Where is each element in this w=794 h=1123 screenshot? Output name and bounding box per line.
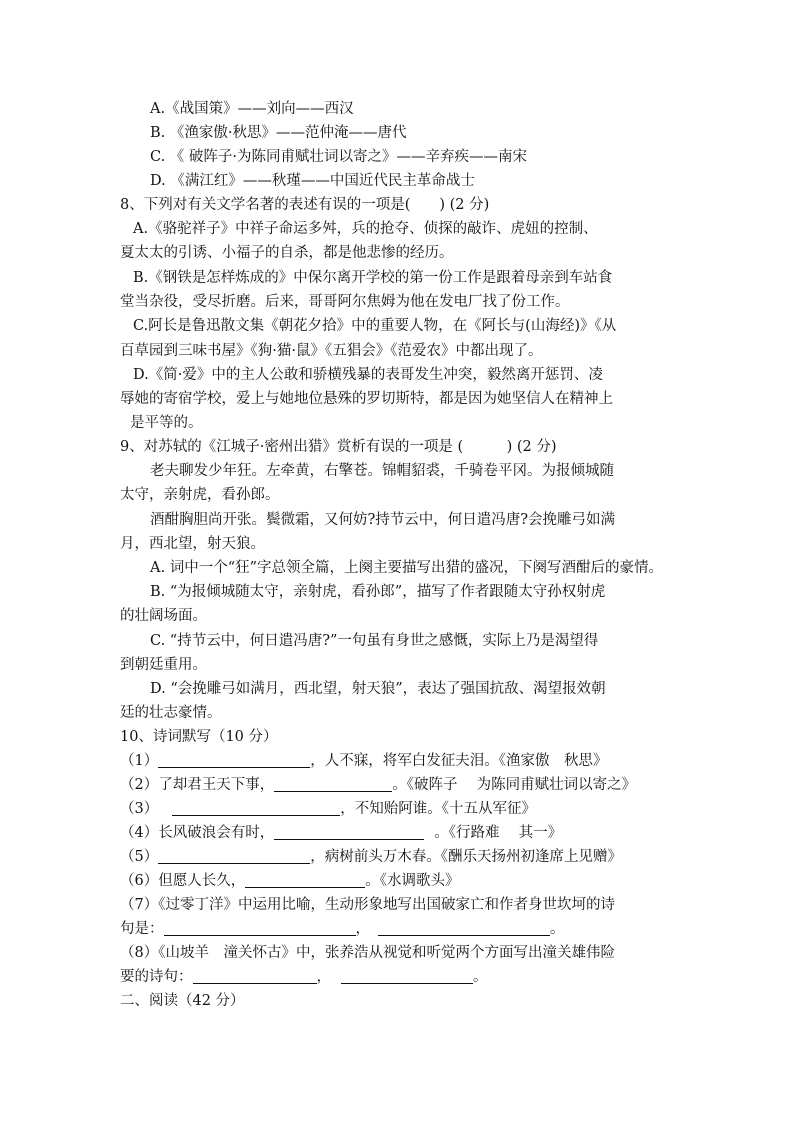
q10-item-3-number: （3） (120, 801, 159, 817)
q10-item-7-blank-1[interactable] (164, 921, 356, 936)
q8-option-d-line1: D.《简·爱》中的主人公敢和骄横残暴的表哥发生冲突，毅然离开惩罚、凌 (133, 367, 603, 383)
q8-option-c-line2: 百草园到三味书屋》《狗·猫·鼠》《五猖会》《范爱农》中都出现了。 (120, 343, 543, 359)
q10-item-4-pre: （4）长风破浪会有时， (120, 825, 275, 841)
q10-item-7-pre: 句是： (120, 921, 164, 937)
q8-option-a-line2: 夏太太的引诱、小福子的自杀，都是他悲惨的经历。 (120, 245, 454, 261)
q10-item-7-blank-2[interactable] (378, 921, 550, 936)
q10-item-6-pre: （6）但愿人长久， (120, 873, 246, 889)
q10-item-8-post: 。 (473, 969, 488, 985)
q10-item-4-blank[interactable] (274, 825, 424, 840)
q10-item-8-mid: ， (316, 969, 331, 985)
q7-option-a: A.《战国策》——刘向——西汉 (150, 101, 354, 117)
q10-item-1-blank[interactable] (158, 753, 310, 768)
q10-item-6 (120, 871, 459, 891)
q8-option-d-line2: 辱她的寄宿学校，爱上与她地位悬殊的罗切斯特，都是因为她坚信人在精神上 (120, 391, 613, 407)
q10-item-3-blank[interactable] (172, 801, 340, 816)
q8-stem: 8、下列对有关文学名著的表述有误的一项是( ) (2 分) (120, 197, 490, 213)
q10-item-7-line2 (120, 919, 565, 939)
q10-item-1-text: ，人不寐，将军白发征夫泪。《渔家傲 秋思》 (310, 753, 608, 769)
q10-item-7-post: 。 (550, 921, 565, 937)
q10-item-6-post: 。《水调歌头》 (365, 873, 460, 889)
q9-option-c-line1: C. “持节云中，何日遣冯唐?”一句虽有身世之感慨，实际上乃是渴望得 (150, 633, 599, 649)
q8-option-b-line1: B.《钢铁是怎样炼成的》中保尔离开学校的第一份工作是跟着母亲到车站食 (133, 270, 613, 286)
section-2-heading: 二、阅读（42 分） (120, 993, 245, 1009)
q9-poem-line1: 老夫聊发少年狂。左牵黄，右擎苍。锦帽貂裘，千骑卷平冈。为报倾城随 (150, 463, 614, 479)
q10-stem: 10、诗词默写（10 分） (120, 729, 278, 745)
q9-option-b-line1: B. “为报倾城随太守，亲射虎，看孙郎”，描写了作者跟随太守孙权射虎 (150, 584, 606, 600)
q10-item-4-post: 。《行路难 其一》 (434, 825, 563, 841)
q10-item-1 (120, 751, 607, 771)
q10-item-2-blank[interactable] (274, 777, 392, 792)
q10-item-5-blank[interactable] (158, 849, 310, 864)
q10-item-2 (120, 775, 636, 795)
q7-option-b: B. 《渔家傲·秋思》——范仲淹——唐代 (150, 125, 407, 141)
q9-poem-line2: 太守，亲射虎，看孙郎。 (120, 487, 280, 503)
q9-option-a: A. 词中一个“狂”字总领全篇，上阕主要描写出猎的盛况，下阕写酒酣后的豪情。 (150, 560, 664, 576)
q10-item-3-text: ，不知贻阿谁。《十五从军征》 (340, 801, 536, 817)
q8-option-a-line1: A.《骆驼祥子》中祥子命运多舛，兵的抢夺、侦探的敲诈、虎妞的控制、 (133, 221, 598, 237)
q10-item-5-text: ，病树前头万木春。《酬乐天扬州初逢席上见赠》 (310, 849, 622, 865)
q7-option-d: D. 《满江红》——秋瑾——中国近代民主革命战士 (150, 173, 475, 189)
q8-option-b-line2: 堂当杂役，受尽折磨。后来，哥哥阿尔焦姆为他在发电厂找了份工作。 (120, 294, 570, 310)
q10-item-2-pre: （2）了却君王天下事， (120, 777, 275, 793)
q10-item-8-blank-1[interactable] (193, 969, 317, 984)
q9-option-d-line1: D. “会挽雕弓如满月，西北望，射天狼”，表达了强国抗敌、渴望报效朝 (150, 681, 606, 697)
q10-item-5-number: （5） (120, 849, 159, 865)
q9-poem-line4: 月，西北望，射天狼。 (120, 536, 265, 552)
q10-item-2-post: 。《破阵子 为陈同甫赋壮词以寄之》 (392, 777, 637, 793)
q9-option-d-line2: 廷的壮志豪情。 (120, 705, 222, 721)
q8-option-d-line3: 是平等的。 (130, 415, 203, 431)
q10-item-8-line2 (120, 967, 488, 987)
q10-item-8-pre: 要的诗句： (120, 969, 193, 985)
q9-option-c-line2: 到朝廷重用。 (120, 657, 207, 673)
q10-item-8-blank-2[interactable] (341, 969, 473, 984)
q9-option-b-line2: 的壮阔场面。 (120, 608, 207, 624)
q10-item-3 (120, 799, 536, 819)
q10-item-7-mid: ， (355, 921, 370, 937)
q10-item-8-line1: （8）《山坡羊 潼关怀古》中，张养浩从视觉和听觉两个方面写出潼关雄伟险 (120, 945, 615, 961)
q9-poem-line3: 酒酣胸胆尚开张。鬓微霜，又何妨?持节云中，何日遣冯唐?会挽雕弓如满 (150, 512, 616, 528)
q10-item-7-line1: （7）《过零丁洋》中运用比喻，生动形象地写出国破家亡和作者身世坎坷的诗 (120, 897, 615, 913)
q7-option-c: C. 《 破阵子·为陈同甫赋壮词以寄之》——辛弃疾——南宋 (150, 149, 528, 165)
q8-option-c-line1: C.阿长是鲁迅散文集《朝花夕拾》中的重要人物，在《阿长与(山海经)》《从 (133, 318, 617, 334)
q10-item-5 (120, 847, 622, 867)
q10-item-4 (120, 823, 562, 843)
q9-stem: 9、对苏轼的《江城子·密州出猎》赏析有误的一项是 ( ) (2 分) (120, 439, 557, 455)
q10-item-1-number: （1） (120, 753, 159, 769)
q10-item-6-blank[interactable] (245, 873, 365, 888)
